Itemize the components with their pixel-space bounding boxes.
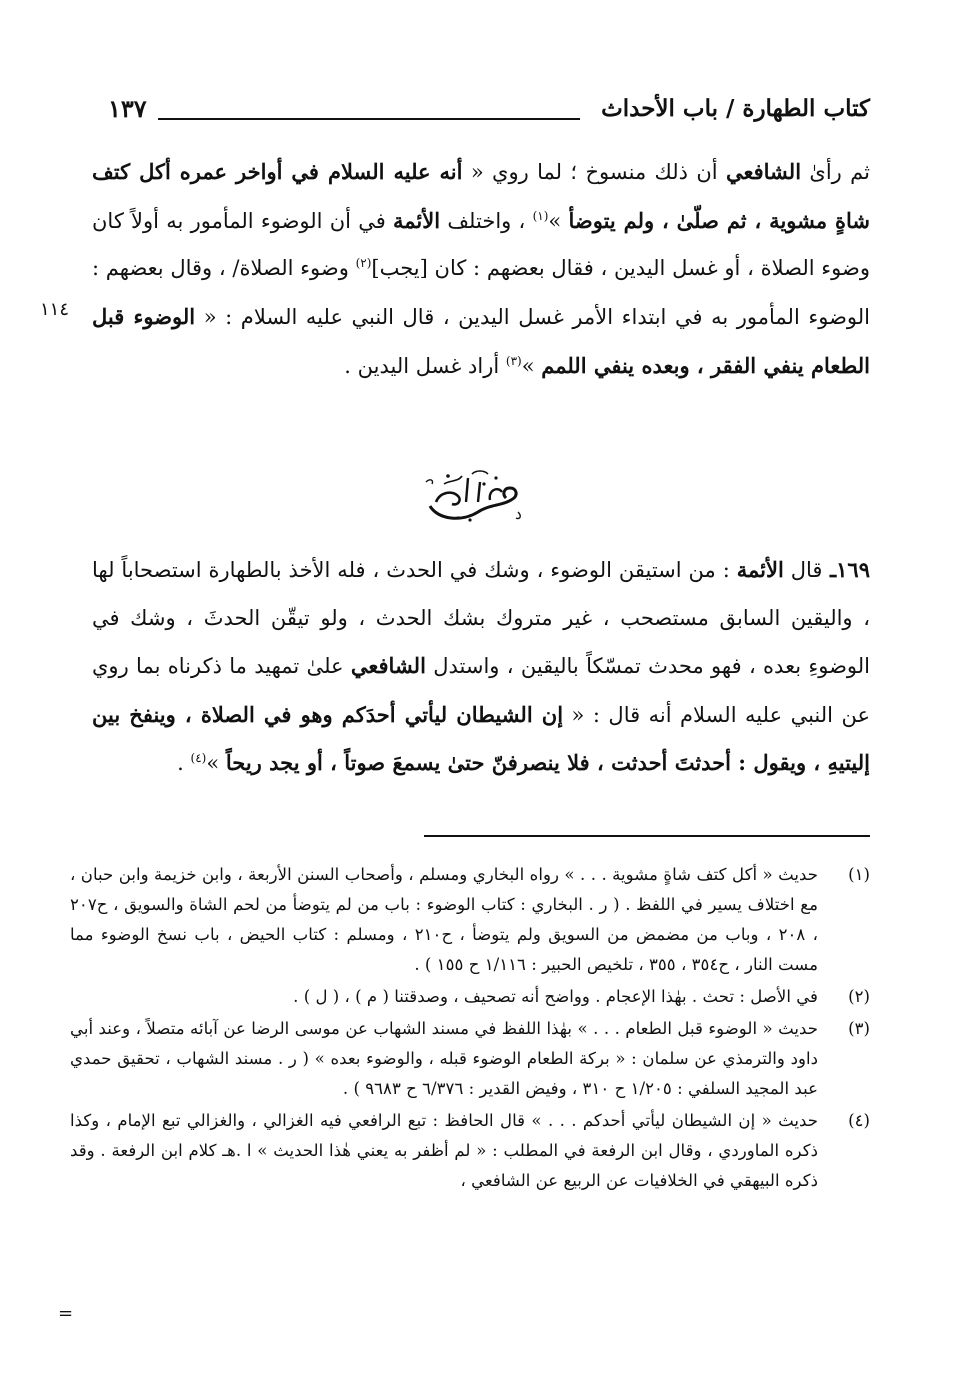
text-run: ، واختلف bbox=[440, 208, 533, 233]
text-run-bold: الأئمة bbox=[393, 207, 441, 233]
footnote-number: (٤) bbox=[848, 1111, 870, 1130]
text-run: : من استيقن الوضوء ، وشك في الحدث ، فله الأخذ بالطهارة استصحاباً لها ، واليقين السابق مستصحب ، غير متروك بشك الحدث ، ولو تيقّن الحدثَ ، وشك في الوضوءِ بعده ، فهو محدث تمسّكاً باليقين ، واستدل bbox=[92, 558, 870, 679]
running-header bbox=[108, 92, 870, 132]
text-run: » bbox=[206, 750, 226, 775]
hadith-quote: الوضوء قبل الطعام ينفي الفقر ، وبعده ينفي اللمم bbox=[92, 304, 870, 378]
footnote-ref-4[interactable]: (٤) bbox=[190, 750, 207, 765]
section-heading-calligraphy bbox=[418, 462, 528, 528]
footnote-number: (٢) bbox=[848, 987, 870, 1006]
footnote-separator bbox=[424, 835, 870, 837]
text-run: ثم رأىٰ bbox=[801, 160, 870, 184]
text-run-bold: الأئمة bbox=[736, 557, 784, 582]
footnote-number: (١) bbox=[848, 865, 870, 884]
text-run: » bbox=[521, 353, 542, 378]
footnote-3 bbox=[70, 1014, 870, 1104]
text-run: في أن الوضوء المأمور به أولاً كان وضوء الصلاة ، أو غسل اليدين ، فقال بعضهم : كان [يجب] bbox=[92, 208, 870, 281]
footnote-4 bbox=[70, 1106, 870, 1196]
page-number: ١٣٧ bbox=[108, 94, 147, 123]
text-run: علىٰ تمهيد ما ذكرناه بما روي عن النبي عليه السلام أنه قال : « bbox=[92, 654, 871, 727]
manuscript-folio-number: ١١٤ bbox=[40, 299, 70, 320]
text-run: أراد غسل اليدين . bbox=[344, 353, 506, 378]
text-run: . bbox=[177, 750, 191, 775]
footnote-text: حديث « أكل كتف شاةٍ مشوية . . . » رواه البخاري ومسلم ، وأصحاب السنن الأربعة ، وابن خزيمة وابن حبان ، مع اختلاف يسير في اللفظ . ( ر . البخاري : كتاب الوضوء : باب من لم يتوضأ من لحم الشاة والسويق ، ح٢٠٧ ، ٢٠٨ ، وباب من مضمض من السويق ولم يتوضأ ، ح٢١٠ ، ومسلم : كتاب الحيض ، باب نسخ الوضوء مما مست النار ، ح٣٥٤ ، ٣٥٥ ، تلخيص الحبير : ١/١١٦ ح ١٥٥ ) . bbox=[70, 865, 818, 974]
footnote-2 bbox=[70, 982, 870, 1012]
hadith-quote: أنه عليه السلام في أواخر عمره أكل كتف شاةٍ مشوية ، ثم صلّىٰ ، ولم يتوضأ bbox=[92, 159, 870, 233]
text-run-bold: الشافعي bbox=[725, 159, 802, 184]
footnotes bbox=[70, 860, 870, 1198]
header-rule bbox=[158, 118, 580, 120]
footnote-text: حديث « الوضوء قبل الطعام . . . » بهٰذا اللفظ في مسند الشهاب عن موسى الرضا عن آبائه متصلاً ، وعند أبي داود والترمذي عن سلمان : « بركة الطعام الوضوء قبله ، والوضوء بعده » ( ر . مسند الشهاب ، تحقيق حمدي عبد المجيد السلفي : ١/٢٠٥ ح ٣١٠ ، وفيض القدير : ٦/٣٧٦ ح ٩٦٨٣ ) . bbox=[70, 1019, 818, 1098]
footnote-1 bbox=[70, 860, 870, 980]
text-run-bold: الشافعي bbox=[350, 653, 426, 679]
text-run: قال bbox=[783, 558, 823, 582]
text-run: » bbox=[548, 208, 569, 233]
footnote-text: في الأصل : تحث . بهٰذا الإعجام . وواضح أنه تصحيف ، وصدقتنا ( م ) ، ( ل ) . bbox=[293, 987, 818, 1006]
header-title: كتاب الطهارة / باب الأحداث bbox=[601, 95, 870, 122]
footnote-ref-3[interactable]: (٣) bbox=[505, 353, 522, 368]
footnote-ref-2[interactable]: (٢) bbox=[355, 256, 372, 271]
text-run: وضوء الصلاة/ ، وقال بعضهم : الوضوء المأمور به في ابتداء الأمر غسل اليدين ، قال النبي عليه السلام : « bbox=[92, 256, 870, 330]
paragraph-1 bbox=[92, 148, 870, 391]
footnote-text: حديث « إن الشيطان ليأتي أحدكم . . . » قال الحافظ : تبع الرافعي فيه الغزالي ، والغزالي تبع الإمام ، وكذا ذكره الماوردي ، وقال ابن الرفعة في المطلب : « لم أظفر به يعني هٰذا الحديث » ا .هـ كلام ابن الرفعة . وقد ذكره البيهقي في الخلافيات عن الربيع عن الشافعي ، bbox=[70, 1111, 818, 1190]
fasl-calligraphy-icon bbox=[418, 462, 528, 528]
hadith-quote: إن الشيطان ليأتي أحدَكم وهو في الصلاة ، وينفخ بين إليتيهِ ، ويقول : أحدثتَ أحدثت ، فلا ينصرفنّ حتىٰ يسمعَ صوتاً ، أو يجد ريحاً bbox=[92, 701, 870, 775]
paragraph-2 bbox=[92, 546, 870, 787]
issue-number: ١٦٩ـ bbox=[822, 557, 870, 582]
text-run: أن ذلك منسوخ ؛ لما روي « bbox=[462, 160, 726, 184]
footnote-ref-1[interactable]: (١) bbox=[532, 208, 549, 223]
continuation-mark: = bbox=[58, 1303, 74, 1324]
footnote-number: (٣) bbox=[848, 1019, 870, 1038]
